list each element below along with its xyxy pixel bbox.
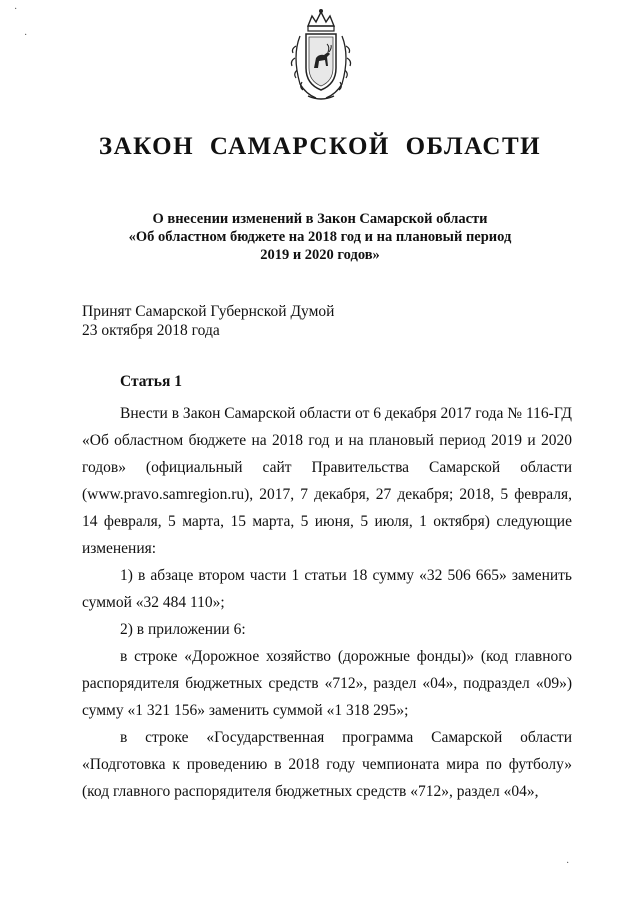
adoption-date: 23 октября 2018 года xyxy=(82,322,220,339)
article-paragraph: 2) в приложении 6: xyxy=(120,621,246,638)
subtitle-line: О внесении изменений в Закон Самарской области xyxy=(152,211,488,227)
subtitle-line: 2019 и 2020 годов» xyxy=(260,247,380,263)
article-heading: Статья 1 xyxy=(120,373,182,390)
article-paragraph: в строке «Дорожное хозяйство (дорожные фонды)» (код главного распорядителя бюджетных средств «712», раздел «04», подраздел «09») сумму «1 321 156» заменить суммой «1 318 295»; xyxy=(82,648,572,719)
scan-speck: · xyxy=(14,4,18,15)
law-title: ЗАКОН САМАРСКОЙ ОБЛАСТИ xyxy=(98,133,542,160)
law-subtitle xyxy=(100,210,540,264)
subtitle-line: «Об областном бюджете на 2018 год и на плановый период xyxy=(128,229,512,245)
article-paragraph: 1) в абзаце втором части 1 статьи 18 сумму «32 506 665» заменить суммой «32 484 110»; xyxy=(82,567,572,611)
adoption-info xyxy=(82,302,334,340)
scan-speck: · xyxy=(24,30,28,41)
scan-speck: · xyxy=(566,858,570,869)
article-paragraph: Внести в Закон Самарской области от 6 декабря 2017 года № 116-ГД «Об областном бюджете на 2018 год и на плановый период 2019 и 2020 годов» (официальный сайт Правительства Самарской области (www.pravo.samregion.ru), 2017, 7 декабря, 27 декабря; 2018, 5 февраля, 14 февраля, 5 марта, 15 марта, 5 июня, 5 июля, 1 октября) следующие изменения: xyxy=(82,405,572,557)
article-paragraph: в строке «Государственная программа Самарской области «Подготовка к проведению в 2018 году чемпионата мира по футболу» (код главного распорядителя бюджетных средств «712», раздел «04», xyxy=(82,729,572,800)
article-body xyxy=(82,400,572,805)
adoption-body: Принят Самарской Губернской Думой xyxy=(82,303,335,320)
samara-coat-of-arms-icon xyxy=(286,6,356,106)
